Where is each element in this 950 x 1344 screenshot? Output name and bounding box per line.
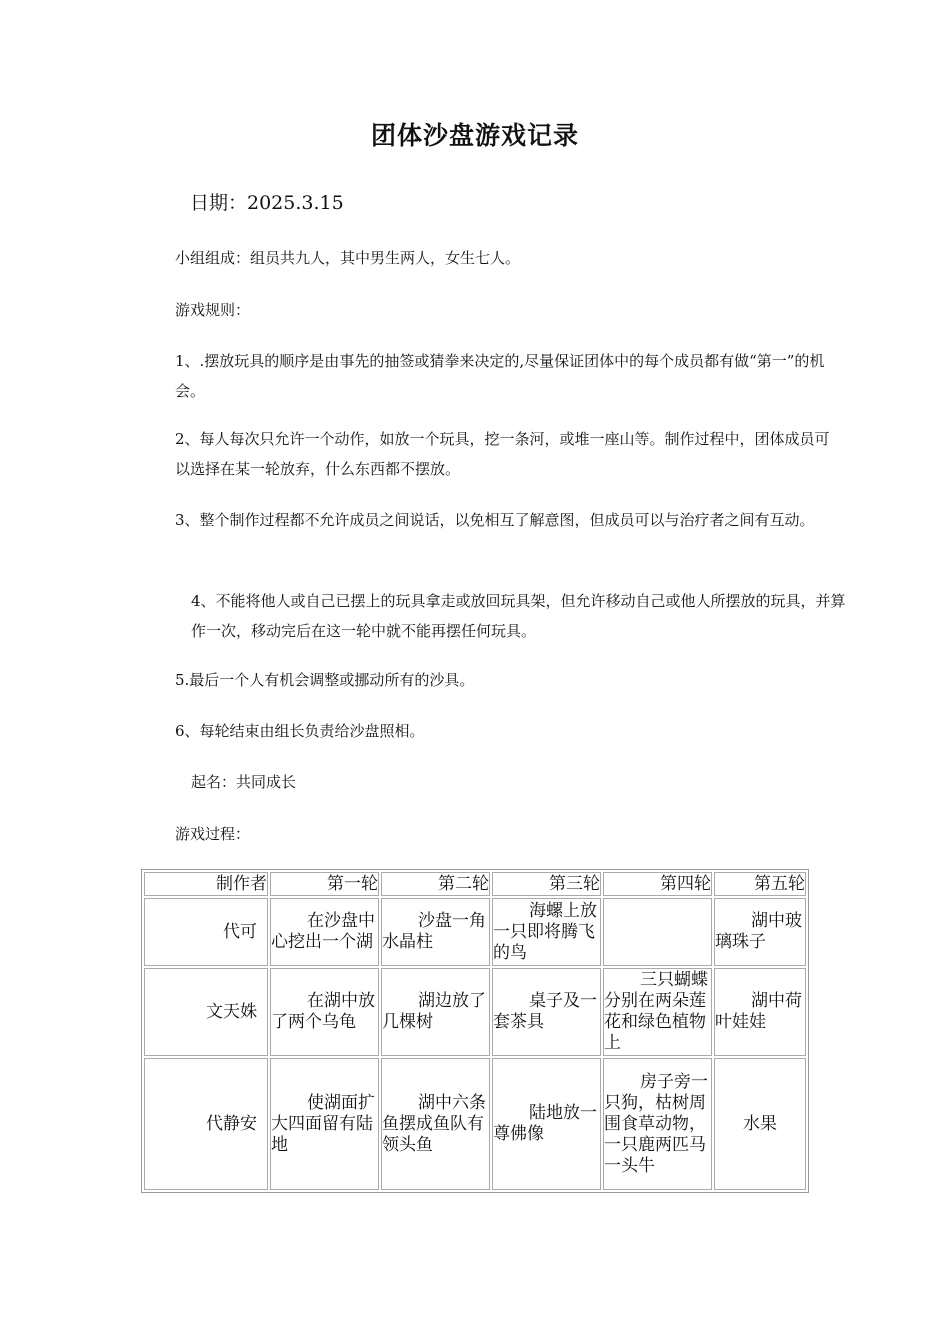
header-cell: 第四轮 [603, 872, 712, 896]
table-row [144, 968, 806, 1056]
cell-text: 湖中六条鱼摆成鱼队有领头鱼 [382, 1092, 486, 1155]
round-cell [270, 898, 379, 966]
round-cell [714, 898, 806, 966]
cell-text: 三只蝴蝶分别在两朵莲花和绿色植物上 [604, 970, 708, 1053]
rules-heading: 游戏规则： [175, 301, 251, 319]
round-cell [492, 1058, 601, 1190]
cell-text: 陆地放一尊佛像 [493, 1103, 597, 1144]
cell-text: 湖中玻璃珠子 [715, 911, 802, 952]
round-cell [270, 1058, 379, 1190]
table-row [144, 898, 806, 966]
rule-6: 6、每轮结束由组长负责给沙盘照相。 [175, 722, 425, 740]
rounds-table [141, 869, 809, 1193]
round-cell [603, 898, 712, 966]
header-cell: 第三轮 [492, 872, 601, 896]
rule-1: 1、.摆放玩具的顺序是由事先的抽签或猜拳来决定的,尽量保证团体中的每个成员都有做“第一”的机会。 [175, 352, 825, 400]
header-cell: 制作者 [144, 872, 268, 896]
rule-2: 2、每人每次只允许一个动作，如放一个玩具，挖一条河，或堆一座山等。制作过程中，团体成员可以选择在某一轮放弃，什么东西都不摆放。 [175, 430, 830, 478]
rule-4: 4、不能将他人或自己已摆上的玩具拿走或放回玩具架，但允许移动自己或他人所摆放的玩具，并算作一次，移动完后在这一轮中就不能再摆任何玩具。 [191, 592, 846, 640]
rule-5: 5.最后一个人有机会调整或挪动所有的沙具。 [175, 671, 475, 689]
table-header-row [144, 872, 806, 896]
round-cell [381, 898, 490, 966]
cell-text: 在沙盘中心挖出一个湖 [271, 911, 375, 952]
process-heading: 游戏过程： [175, 825, 251, 843]
maker-cell: 文天姝 [144, 968, 268, 1056]
round-cell [270, 968, 379, 1056]
cell-text: 沙盘一角水晶柱 [382, 911, 486, 952]
round-cell [381, 968, 490, 1056]
cell-text: 湖边放了几棵树 [382, 991, 486, 1032]
group-name-line: 起名：共同成长 [191, 773, 297, 791]
round-cell [603, 968, 712, 1056]
cell-text: 房子旁一只狗，枯树周围食草动物，一只鹿两匹马一头牛 [604, 1071, 708, 1176]
header-cell: 第二轮 [381, 872, 490, 896]
header-cell: 第一轮 [270, 872, 379, 896]
round-cell [492, 898, 601, 966]
cell-text: 桌子及一套茶具 [493, 991, 597, 1032]
header-cell: 第五轮 [714, 872, 806, 896]
document-title: 团体沙盘游戏记录 [370, 121, 579, 150]
round-cell [492, 968, 601, 1056]
maker-cell: 代可 [144, 898, 268, 966]
cell-text: 在湖中放了两个乌龟 [271, 991, 375, 1032]
round-cell: 水果 [714, 1058, 806, 1190]
date-line: 日期：2025.3.15 [190, 192, 344, 214]
group-composition: 小组组成：组员共九人，其中男生两人，女生七人。 [175, 249, 521, 267]
cell-text: 使湖面扩大四面留有陆地 [271, 1092, 375, 1155]
table-row [144, 1058, 806, 1190]
maker-cell: 代静安 [144, 1058, 268, 1190]
cell-text: 海螺上放一只即将腾飞的鸟 [493, 900, 597, 963]
cell-text: 湖中荷叶娃娃 [715, 991, 802, 1032]
rule-3: 3、整个制作过程都不允许成员之间说话，以免相互了解意图，但成员可以与治疗者之间有互动。 [175, 511, 815, 529]
round-cell [381, 1058, 490, 1190]
round-cell [603, 1058, 712, 1190]
round-cell [714, 968, 806, 1056]
